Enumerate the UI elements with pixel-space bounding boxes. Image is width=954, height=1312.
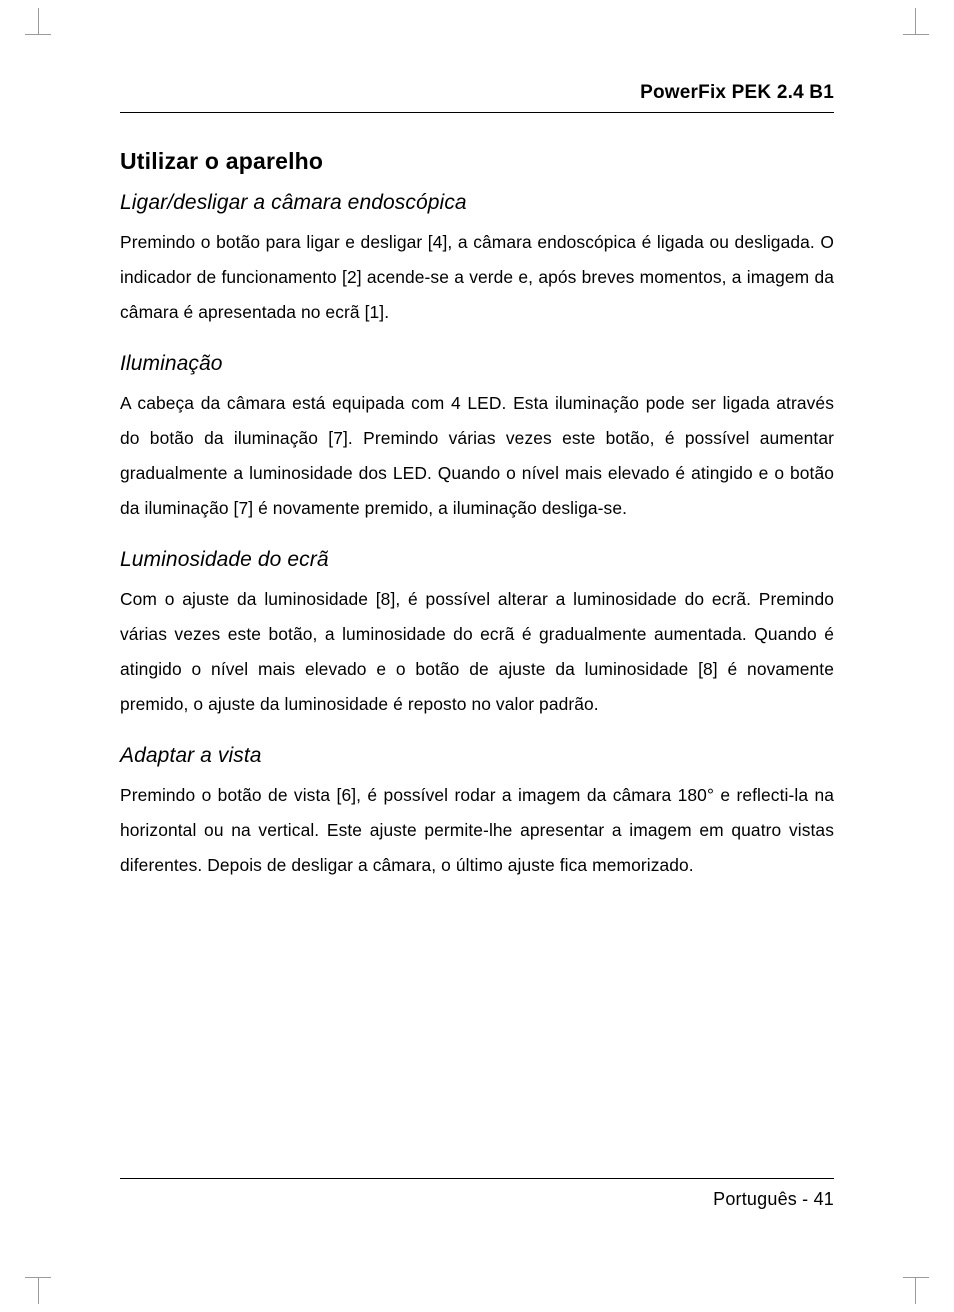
crop-mark-bottom-right-vertical — [915, 1278, 916, 1304]
subsection-paragraph: Premindo o botão de vista [6], é possível rodar a imagem da câmara 180° e reflecti-la na horizontal ou na vertical. Este ajuste permite-lhe apresentar a imagem em quatro vistas diferentes. Depois de desligar a câmara, o último ajuste fica memorizado. — [120, 785, 834, 875]
page-footer — [120, 1178, 834, 1210]
subsection-paragraph: Premindo o botão para ligar e desligar [4], a câmara endoscópica é ligada ou desligada. O indicador de funcionamento [2] acende-se a verde e, após breves momentos, a imagem da câmara é apresentada no ecrã [1]. — [120, 232, 834, 322]
product-name: PowerFix PEK 2.4 B1 — [640, 82, 834, 103]
page-number: Português - 41 — [713, 1189, 834, 1209]
subsection-heading: Ligar/desligar a câmara endoscópica — [120, 191, 467, 214]
subsection-heading: Luminosidade do ecrã — [120, 548, 329, 571]
subsection-paragraph: Com o ajuste da luminosidade [8], é possível alterar a luminosidade do ecrã. Premindo várias vezes este botão, a luminosidade do ecrã é gradualmente aumentada. Quando é atingido o nível mais elevado e o botão de ajuste da luminosidade [8] é novamente premido, o ajuste da luminosidade é reposto no valor padrão. — [120, 589, 834, 714]
page-content — [120, 0, 834, 1312]
footer-divider — [120, 1178, 834, 1179]
crop-mark-top-right-vertical — [915, 8, 916, 34]
subsection-heading: Iluminação — [120, 352, 223, 375]
header-divider — [120, 112, 834, 113]
section-power-toggle — [120, 191, 834, 330]
subsection-paragraph: A cabeça da câmara está equipada com 4 LED. Esta iluminação pode ser ligada através do botão da iluminação [7]. Premindo várias vezes este botão, é possível aumentar gradualmente a luminosidade dos LED. Quando o nível mais elevado é atingido e o botão da iluminação [7] é novamente premido, a iluminação desliga-se. — [120, 393, 834, 518]
crop-mark-bottom-left-horizontal — [25, 1277, 51, 1278]
page-title: Utilizar o aparelho — [120, 148, 324, 174]
crop-mark-top-right-horizontal — [903, 34, 929, 35]
section-screen-brightness — [120, 548, 834, 722]
page-header — [120, 82, 834, 113]
crop-mark-top-left-vertical — [38, 8, 39, 34]
crop-mark-top-left-horizontal — [25, 34, 51, 35]
subsection-heading: Adaptar a vista — [120, 744, 262, 767]
crop-mark-bottom-right-horizontal — [903, 1277, 929, 1278]
section-adjust-view — [120, 744, 834, 883]
crop-mark-bottom-left-vertical — [38, 1278, 39, 1304]
section-illumination — [120, 352, 834, 526]
page-body — [120, 148, 834, 905]
